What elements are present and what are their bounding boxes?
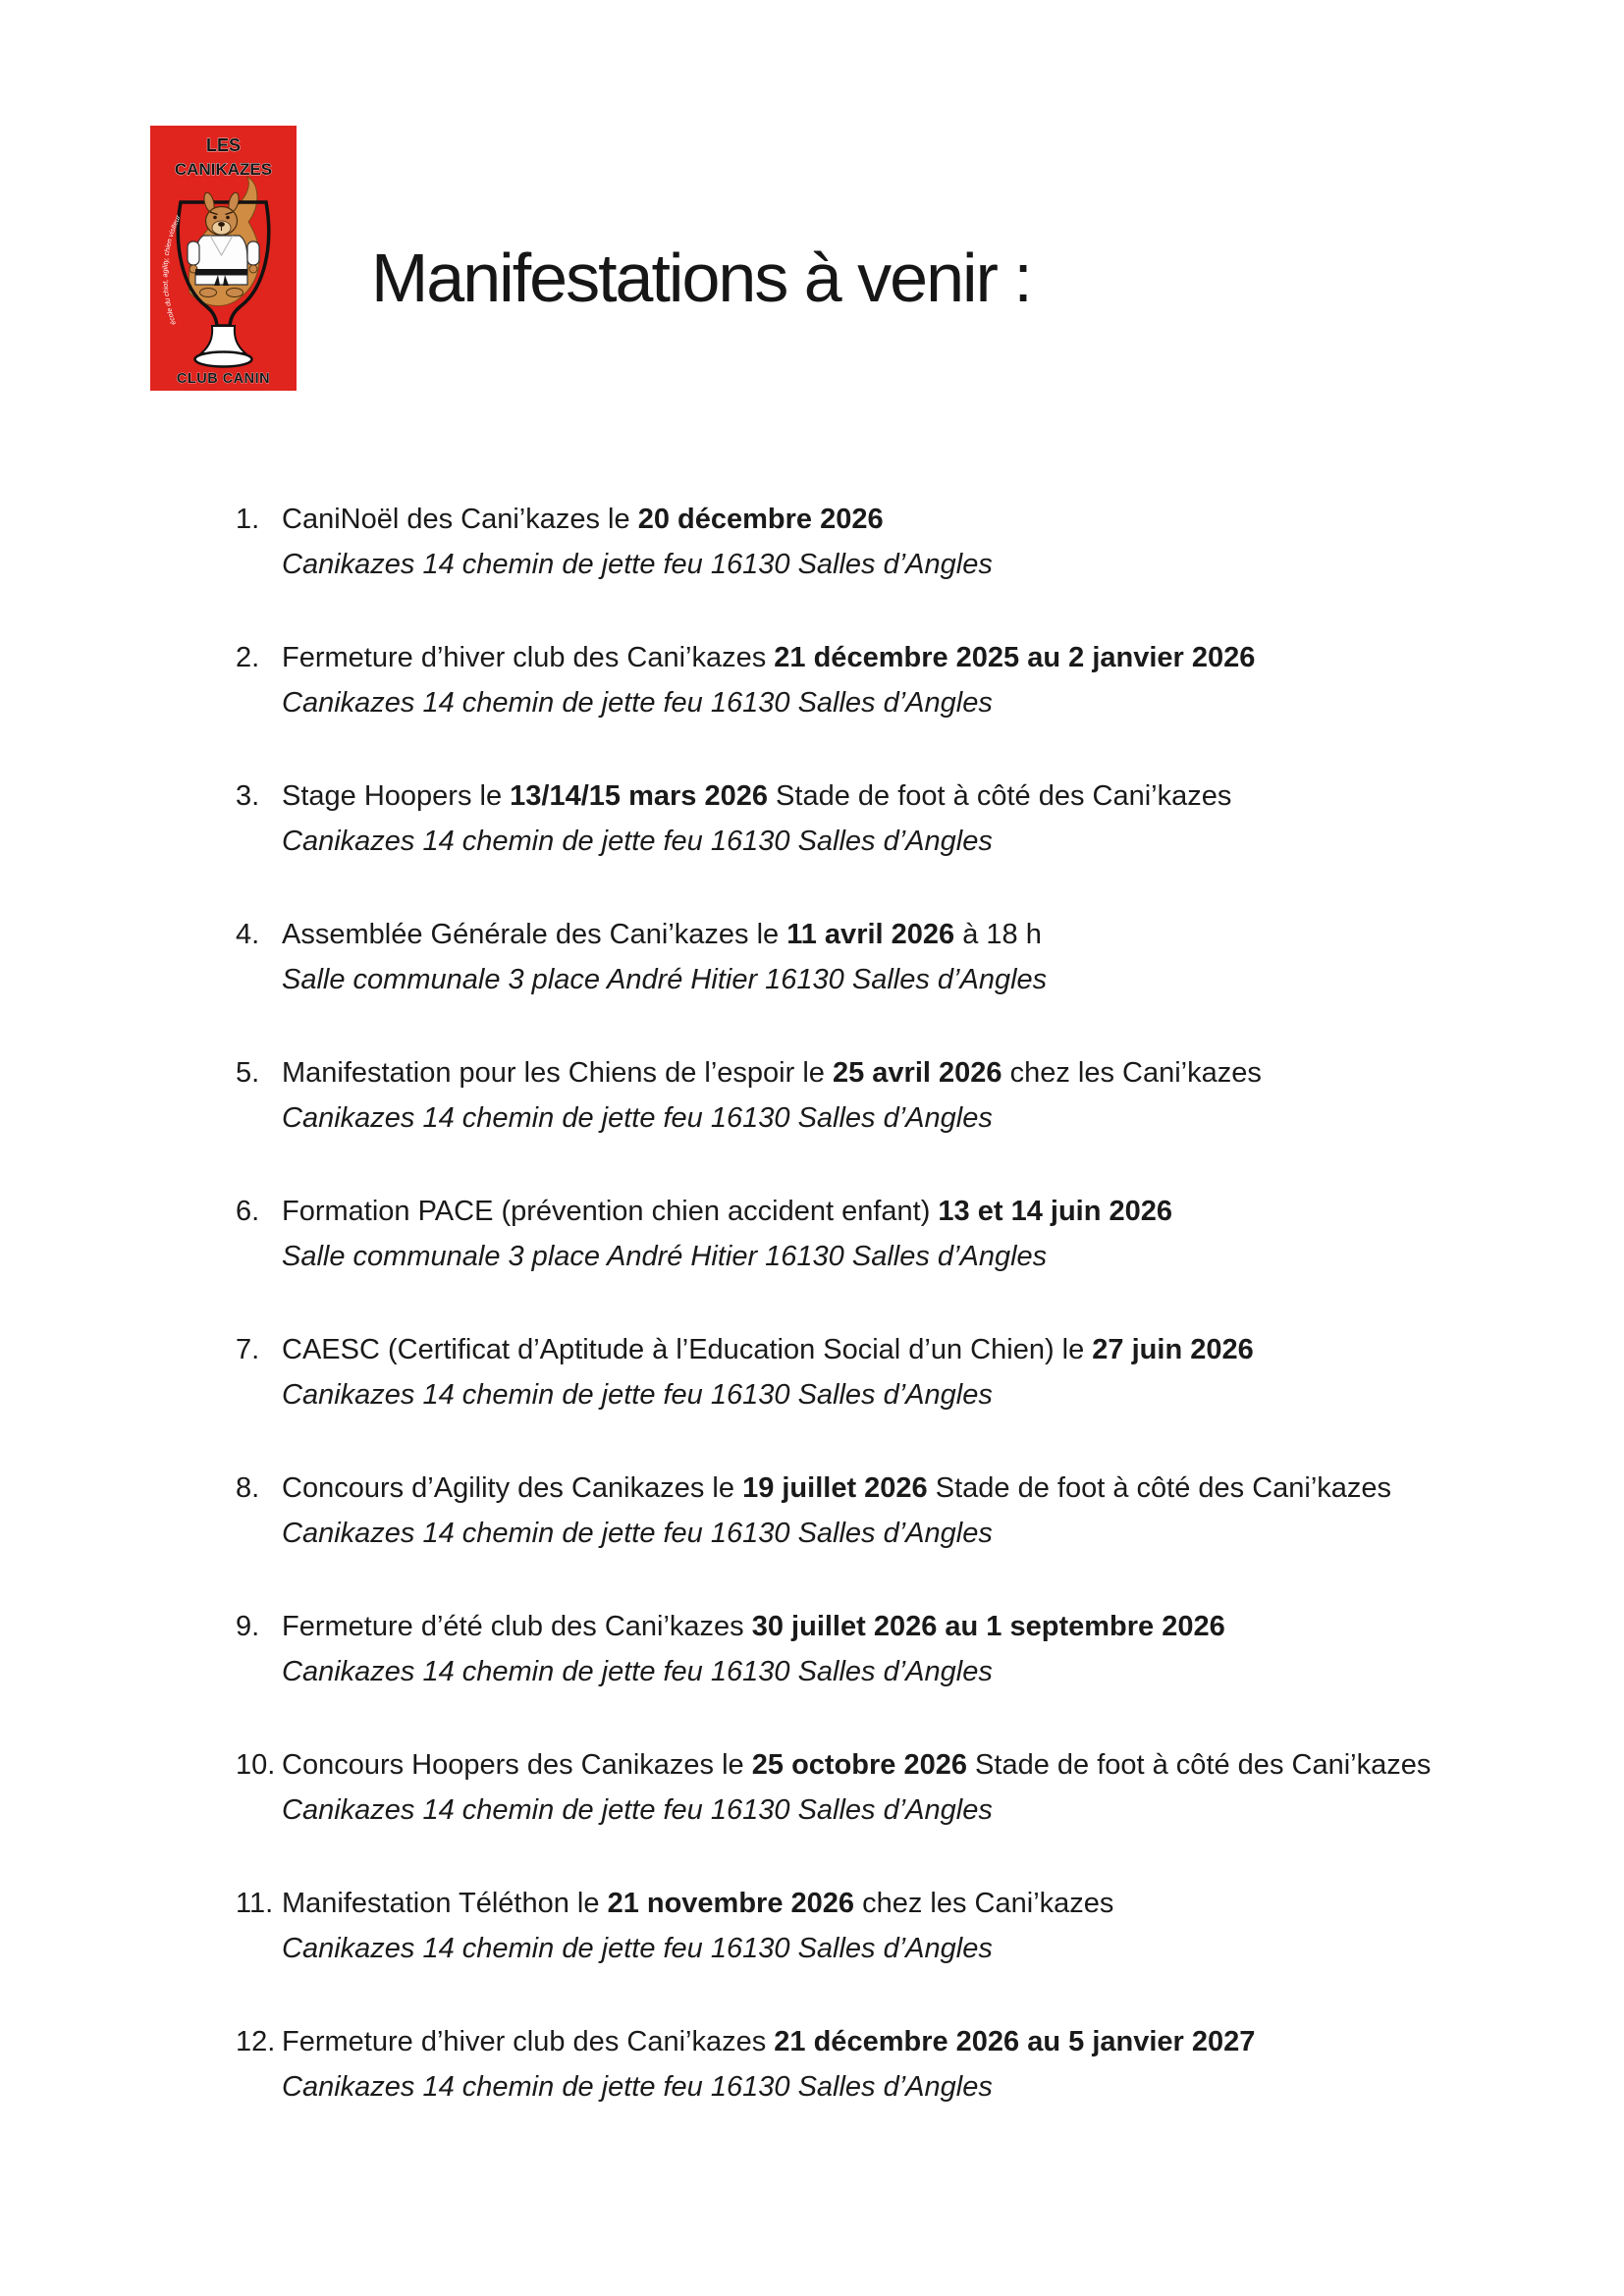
event-item (236, 1189, 1512, 1279)
glass-foot (195, 352, 252, 367)
page-title: Manifestations à venir : (371, 239, 1031, 316)
events-list (236, 497, 1512, 2158)
event-heading (236, 1604, 1512, 1649)
event-number: 3. (236, 780, 260, 812)
event-number: 9. (236, 1611, 260, 1642)
event-text: Manifestation Téléthon le (282, 1888, 608, 1919)
event-venue: Canikazes 14 chemin de jette feu 16130 Salles d’Angles (282, 1379, 993, 1411)
event-text: Assemblée Générale des Cani’kazes le (282, 919, 787, 950)
event-heading (236, 635, 1512, 680)
event-number: 12. (236, 2026, 276, 2057)
event-number: 7. (236, 1334, 260, 1365)
logo-name-line2: CANIKAZES (174, 160, 273, 179)
kangaroo-eye-left (213, 216, 217, 220)
event-venue: Canikazes 14 chemin de jette feu 16130 Salles d’Angles (282, 687, 993, 719)
event-venue: Canikazes 14 chemin de jette feu 16130 Salles d’Angles (282, 1656, 993, 1687)
event-venue: Salle communale 3 place André Hitier 16130 Salles d’Angles (282, 964, 1048, 995)
event-text-suffix: Stade de foot à côté des Cani’kazes (768, 780, 1232, 812)
event-date: 11 avril 2026 (786, 919, 955, 950)
event-text: Fermeture d’été club des Cani’kazes (282, 1611, 752, 1642)
event-text: CAESC (Certificat d’Aptitude à l’Education Social d’un Chien) le (282, 1334, 1093, 1365)
event-date: 21 décembre 2026 au 5 janvier 2027 (774, 2026, 1256, 2057)
event-text-suffix: à 18 h (954, 919, 1042, 950)
event-heading (236, 774, 1512, 819)
black-belt (195, 269, 247, 276)
gi-sleeve-right (247, 241, 259, 265)
event-text: Manifestation pour les Chiens de l’espoir le (282, 1057, 833, 1089)
kangaroo-hand-right (249, 265, 257, 273)
logo-tagline-text: école du chiot, agility, chien visiteur (160, 213, 183, 327)
event-date: 21 décembre 2025 au 2 janvier 2026 (774, 642, 1256, 673)
event-heading (236, 1742, 1512, 1788)
event-text: Stage Hoopers le (282, 780, 511, 812)
event-date: 20 décembre 2026 (637, 504, 884, 535)
event-text: Fermeture d’hiver club des Cani’kazes (282, 642, 775, 673)
event-item (236, 1742, 1512, 1833)
event-heading (236, 1881, 1512, 1926)
event-heading (236, 1466, 1512, 1511)
event-number: 8. (236, 1472, 260, 1504)
kangaroo-foot-left (200, 289, 217, 297)
event-number: 4. (236, 919, 260, 950)
event-number: 5. (236, 1057, 260, 1089)
event-item (236, 1466, 1512, 1556)
event-venue: Canikazes 14 chemin de jette feu 16130 Salles d’Angles (282, 826, 993, 857)
event-text: Fermeture d’hiver club des Cani’kazes (282, 2026, 775, 2057)
event-venue: Canikazes 14 chemin de jette feu 16130 Salles d’Angles (282, 2071, 993, 2103)
event-date: 21 novembre 2026 (607, 1888, 855, 1919)
event-text: CaniNoël des Cani’kazes le (282, 504, 638, 535)
event-item (236, 2019, 1512, 2109)
event-date: 13 et 14 juin 2026 (938, 1196, 1173, 1227)
event-date: 30 juillet 2026 au 1 septembre 2026 (751, 1611, 1225, 1642)
event-number: 2. (236, 642, 260, 673)
event-text-suffix: chez les Cani’kazes (1001, 1057, 1262, 1089)
event-heading (236, 2019, 1512, 2064)
event-number: 11. (236, 1888, 274, 1919)
event-date: 25 avril 2026 (832, 1057, 1002, 1089)
event-item (236, 1050, 1512, 1141)
event-item (236, 912, 1512, 1002)
kangaroo-foot-right (227, 289, 244, 297)
event-item (236, 774, 1512, 864)
event-heading (236, 912, 1512, 957)
event-date: 27 juin 2026 (1092, 1334, 1254, 1365)
logo-bottom-text: CLUB CANIN (176, 371, 271, 387)
event-date: 19 juillet 2026 (742, 1472, 928, 1504)
event-venue: Canikazes 14 chemin de jette feu 16130 Salles d’Angles (282, 549, 993, 580)
event-text-suffix: chez les Cani’kazes (854, 1888, 1114, 1919)
kangaroo-eye-right (226, 216, 230, 220)
event-heading (236, 1050, 1512, 1095)
kangaroo-nose (218, 222, 225, 227)
event-heading (236, 497, 1512, 542)
event-venue: Canikazes 14 chemin de jette feu 16130 Salles d’Angles (282, 1102, 993, 1134)
logo-name-line1: LES (205, 135, 242, 155)
event-number: 1. (236, 504, 260, 535)
event-date: 13/14/15 mars 2026 (510, 780, 768, 812)
event-text: Concours Hoopers des Canikazes le (282, 1749, 752, 1781)
club-logo-image (150, 126, 297, 391)
event-item (236, 635, 1512, 725)
event-venue: Salle communale 3 place André Hitier 16130 Salles d’Angles (282, 1241, 1048, 1272)
event-number: 6. (236, 1196, 260, 1227)
event-heading (236, 1327, 1512, 1372)
event-venue: Canikazes 14 chemin de jette feu 16130 Salles d’Angles (282, 1933, 993, 1964)
event-heading (236, 1189, 1512, 1234)
event-item (236, 1604, 1512, 1694)
event-text-suffix: Stade de foot à côté des Cani’kazes (966, 1749, 1432, 1781)
club-logo (150, 126, 297, 391)
event-text: Concours d’Agility des Canikazes le (282, 1472, 743, 1504)
gi-sleeve-left (188, 241, 199, 265)
event-venue: Canikazes 14 chemin de jette feu 16130 Salles d’Angles (282, 1518, 993, 1549)
event-date: 25 octobre 2026 (751, 1749, 967, 1781)
event-number: 10. (236, 1749, 276, 1781)
kangaroo-gi (195, 236, 247, 285)
event-venue: Canikazes 14 chemin de jette feu 16130 Salles d’Angles (282, 1794, 993, 1826)
event-text-suffix: Stade de foot à côté des Cani’kazes (927, 1472, 1392, 1504)
event-item (236, 1881, 1512, 1971)
event-item (236, 1327, 1512, 1417)
event-item (236, 497, 1512, 587)
event-text: Formation PACE (prévention chien accident enfant) (282, 1196, 939, 1227)
